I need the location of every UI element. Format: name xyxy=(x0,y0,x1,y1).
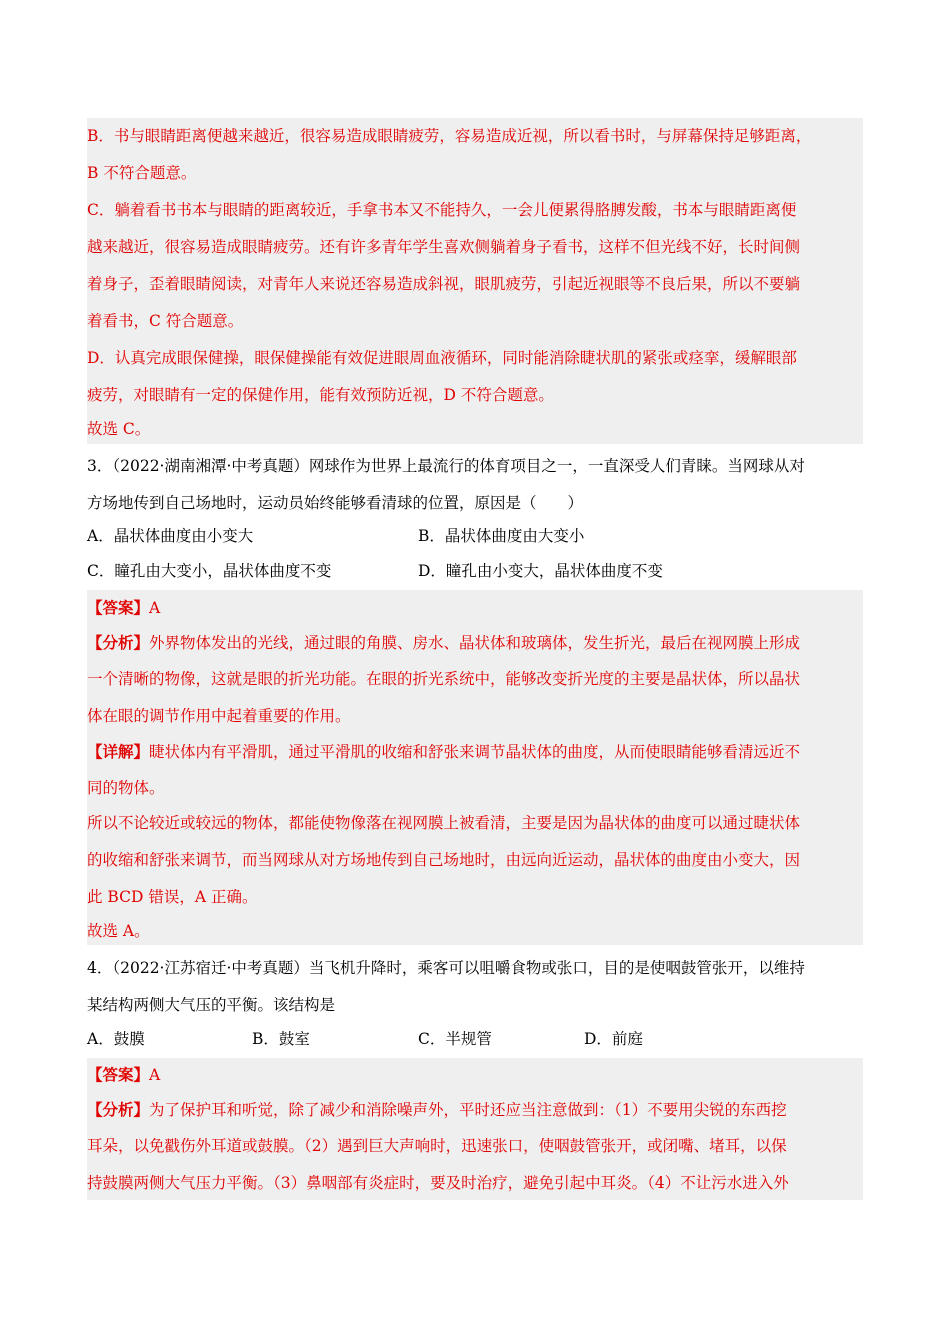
q3-option-a: A．晶状体曲度由小变大 xyxy=(87,527,254,545)
q3-detail-line1 xyxy=(87,733,800,770)
q4-stem-line1: 4．（2022·江苏宿迁·中考真题）当飞机升降时，乘客可以咀嚼食物或张口，目的是使咽鼓管张开，以维持 xyxy=(87,959,805,977)
detail-text: 睫状体内有平滑肌，通过平滑肌的收缩和舒张来调节晶状体的曲度，从而使眼睛能够看清远近不 xyxy=(149,743,801,761)
analysis-text: 外界物体发出的光线，通过眼的角膜、房水、晶状体和玻璃体，发生折光，最后在视网膜上形成 xyxy=(149,634,801,652)
q4-stem-line2: 某结构两侧大气压的平衡。该结构是 xyxy=(87,996,336,1014)
q3-detail-line5: 此 BCD 错误，A 正确。 xyxy=(87,888,258,906)
q4-option-d: D．前庭 xyxy=(584,1030,643,1048)
q3-conclusion: 故选 A。 xyxy=(87,922,150,940)
q3-stem-line1: 3．（2022·湖南湘潭·中考真题）网球作为世界上最流行的体育项目之一，一直深受人们青睐。当网球从对 xyxy=(87,457,805,475)
q3-answer xyxy=(87,589,160,626)
analysis-text: 为了保护耳和听觉，除了减少和消除噪声外，平时还应当注意做到：（1）不要用尖锐的东西挖 xyxy=(149,1101,787,1119)
solution-conclusion: 故选 C。 xyxy=(87,420,151,438)
q3-option-c: C．瞳孔由大变小，晶状体曲度不变 xyxy=(87,562,332,580)
solution-option-c-line1: C．躺着看书书本与眼睛的距离较近，手拿书本又不能持久，一会儿便累得胳膊发酸，书本与眼睛距离便 xyxy=(87,201,797,219)
q4-analysis-line2: 耳朵，以免戳伤外耳道或鼓膜。（2）遇到巨大声响时，迅速张口，使咽鼓管张开，或闭嘴、堵耳，以保 xyxy=(87,1137,787,1155)
detail-tag: 【详解】 xyxy=(87,742,150,761)
q3-detail-line4: 的收缩和舒张来调节，而当网球从对方场地传到自己场地时，由远向近运动，晶状体的曲度由小变大，因 xyxy=(87,851,801,869)
solution-option-c-line3: 着身子，歪着眼睛阅读，对青年人来说还容易造成斜视，眼肌疲劳，引起近视眼等不良后果，所以不要躺 xyxy=(87,275,801,293)
q3-analysis-line1 xyxy=(87,624,800,661)
answer-tag: 【答案】 xyxy=(87,598,150,617)
solution-option-d-line2: 疲劳，对眼睛有一定的保健作用，能有效预防近视，D 不符合题意。 xyxy=(87,386,554,404)
analysis-tag: 【分析】 xyxy=(87,1100,150,1119)
q4-option-c: C．半规管 xyxy=(418,1030,492,1048)
q3-stem-line2: 方场地传到自己场地时，运动员始终能够看清球的位置，原因是（ ） xyxy=(87,494,584,512)
solution-option-c-line2: 越来越近，很容易造成眼睛疲劳。还有许多青年学生喜欢侧躺着身子看书，这样不但光线不好，长时间侧 xyxy=(87,238,801,256)
solution-option-c-line4: 着看书，C 符合题意。 xyxy=(87,312,244,330)
q4-option-a: A．鼓膜 xyxy=(87,1030,145,1048)
answer-tag: 【答案】 xyxy=(87,1065,150,1084)
q4-analysis-line3: 持鼓膜两侧大气压力平衡。（3）鼻咽部有炎症时，要及时治疗，避免引起中耳炎。（4）不让污水进入外 xyxy=(87,1174,789,1192)
q3-option-b: B．晶状体曲度由大变小 xyxy=(418,527,585,545)
answer-value: A xyxy=(149,599,161,617)
solution-option-b-line1: B．书与眼睛距离便越来越近，很容易造成眼睛疲劳，容易造成近视，所以看书时，与屏幕保持足够距离， xyxy=(87,127,812,145)
solution-option-d-line1: D．认真完成眼保健操，眼保健操能有效促进眼周血液循环，同时能消除睫状肌的紧张或痉挛，缓解眼部 xyxy=(87,349,797,367)
q4-answer xyxy=(87,1056,160,1093)
q3-detail-line3: 所以不论较近或较远的物体，都能使物像落在视网膜上被看清，主要是因为晶状体的曲度可以通过睫状体 xyxy=(87,814,801,832)
solution-option-b-line2: B 不符合题意。 xyxy=(87,164,197,182)
answer-value: A xyxy=(149,1066,161,1084)
analysis-tag: 【分析】 xyxy=(87,633,150,652)
q3-detail-line2: 同的物体。 xyxy=(87,779,165,797)
q4-option-b: B．鼓室 xyxy=(252,1030,310,1048)
q3-analysis-line2: 一个清晰的物像，这就是眼的折光功能。在眼的折光系统中，能够改变折光度的主要是晶状体，所以晶状 xyxy=(87,670,801,688)
q4-analysis-line1 xyxy=(87,1091,787,1128)
q3-analysis-line3: 体在眼的调节作用中起着重要的作用。 xyxy=(87,707,351,725)
q3-option-d: D．瞳孔由小变大，晶状体曲度不变 xyxy=(418,562,663,580)
